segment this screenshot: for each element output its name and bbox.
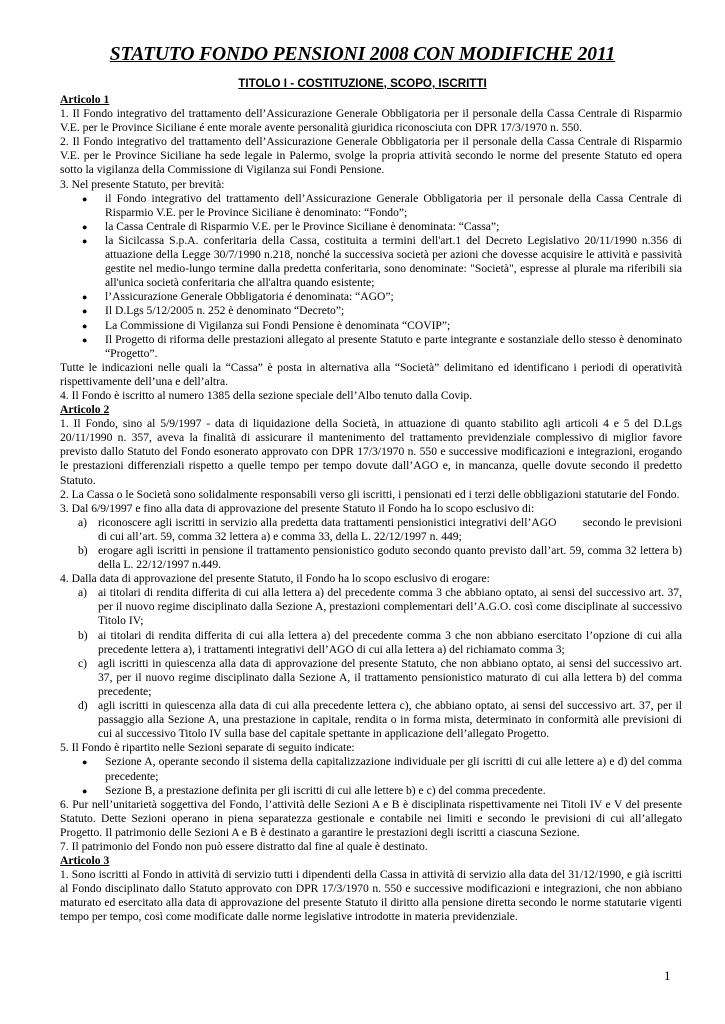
page-number: 1: [664, 968, 671, 983]
bullet-icon: ●: [82, 235, 88, 246]
articolo-2-comma-3-list: [60, 515, 685, 572]
bullet-icon: ●: [82, 193, 88, 204]
articolo-2-paragraph-3: 3. Dal 6/9/1997 e fino alla data di approvazione del presente Statuto il Fondo ha lo scopo esclusivo di:: [60, 501, 535, 515]
articolo-1-paragraph-4: 4. Il Fondo è iscritto al numero 1385 della sezione speciale dell’Albo tenuto dalla Covip.: [60, 388, 473, 402]
articolo-2-heading: Articolo 2: [60, 403, 110, 417]
articolo-2-paragraph-7: 7. Il patrimonio del Fondo non può essere distratto dal fine al quale è destinato.: [60, 839, 428, 853]
document-title: STATUTO FONDO PENSIONI 2008 CON MODIFICHE 2011: [109, 44, 616, 65]
articolo-2-comma-4-list: [60, 586, 682, 741]
list-item: ● Il D.Lgs 5/12/2005 n. 252 è denominato “Decreto”;: [82, 304, 345, 318]
bullet-icon: ●: [82, 785, 88, 796]
articolo-2-sections-list: [60, 755, 682, 797]
list-item: ● Sezione A, operante secondo il sistema della capitalizzazione individuale per gli iscritti di cui alle lettere a) e d) del comma precedente;: [82, 755, 682, 783]
list-item: b) erogare agli iscritti in pensione il trattamento pensionistico goduto secondo quanto previsto dall’art. 59, comma 32 lettera b) della L. 22/12/1997 n.449.: [78, 544, 682, 572]
bullet-icon: ●: [82, 292, 88, 303]
articolo-1-paragraph-1: 1. Il Fondo integrativo del trattamento dell’Assicurazione Generale Obbligatoria per il personale della Cassa Centrale di Risparmio V.E. per le Province Siciliane é ente morale avente personalità giuridica riconosciuta con DPR 17/3/1970 n. 550.: [60, 107, 682, 135]
bullet-icon: ●: [82, 757, 88, 768]
articolo-2-paragraph-6: 6. Pur nell’unitarietà soggettiva del Fondo, l’attività delle Sezioni A e B è disciplinata rispettivamente nei Titoli IV e V del presente Statuto. Dette Sezioni operano in piena separatezza gestionale e contabile nei limiti e secondo le previsioni di cui all’allegato Progetto. Il patrimonio delle Sezioni A e B è destinato a garantire le prestazioni degli iscritti a ciascuna Sezione.: [60, 797, 682, 839]
list-item: c) agli iscritti in quiescenza alla data di approvazione del presente Statuto, che non abbiano optato, ai sensi del successivo art. 37, per il nuovo regime disciplinato dalla Sezione A, il trattamento pensionistico maturato di cui alla lettera b) del comma precedente;: [78, 656, 682, 698]
articolo-3-heading: Articolo 3: [60, 854, 110, 868]
list-item: ● Il Progetto di riforma delle prestazioni allegato al presente Statuto e parte integrante e sostanziale dello stesso è denominato “Progetto”.: [82, 332, 682, 360]
articolo-1-paragraph-3: 3. Nel presente Statuto, per brevità:: [60, 177, 225, 191]
document-body: [60, 93, 685, 925]
list-item: ● il Fondo integrativo del trattamento dell’Assicurazione Generale Obbligatoria per il personale della Cassa Centrale di Risparmio V.E. per le Province Siciliane è denominato: “Fondo”;: [82, 191, 682, 219]
articolo-1-paragraph-2: 2. Il Fondo integrativo del trattamento dell’Assicurazione Generale Obbligatoria per il personale della Cassa Centrale di Risparmio V.E. per le Province Siciliane ha sede legale in Palermo, svolge la propria attività secondo le norme del presente Statuto ed opera sotto la vigilanza della Commissione di Vigilanza sui Fondi Pensione.: [60, 135, 682, 177]
list-item: b) ai titolari di rendita differita di cui alla lettera a) del precedente comma 3 che non abbiano esercitato l’opzione di cui alla precedente lettera a), i trattamenti integrativi dell’AGO di cui alla lettera a) del richiamato comma 3;: [78, 628, 682, 656]
bullet-icon: ●: [82, 334, 88, 345]
articolo-1-paragraph-3-note: Tutte le indicazioni nelle quali la “Cassa” è posta in alternativa alla “Società” delimitano ed identificano i periodi di operatività rispettivamente dell’una e dell’altra.: [60, 360, 682, 388]
list-item: ● Sezione B, a prestazione definita per gli iscritti di cui alle lettere b) e c) del comma precedente.: [82, 783, 546, 797]
bullet-icon: ●: [82, 320, 88, 331]
section-title: TITOLO I - COSTITUZIONE, SCOPO, ISCRITTI: [238, 77, 487, 90]
list-item: d) agli iscritti in quiescenza alla data di cui alla precedente lettera c), che abbiano optato, ai sensi del successivo art. 37, per il passaggio alla Sezione A, una prestazione in capitale, rendita o in forma mista, determinato in conformità alle previsioni di cui al successivo Titolo IV sulla base del capitale spettante in applicazione dell’allegato Progetto.: [78, 699, 682, 741]
list-item: ● la Sicilcassa S.p.A. conferitaria della Cassa, costituita a termini dell'art.1 del Decreto Legislativo 20/11/1990 n.356 di attuazione della Legge 30/7/1990 n.218, nonché la successiva società per azioni che dovesse acquisire le attività e passività gestite nel medio-lungo termine dalla predetta conferitaria, sono denominate: "Società", espresse al plurale ma riferibili sia all'unica società conferitaria che all'altra quando esistente;: [82, 233, 682, 290]
list-item: a) riconoscere agli iscritti in servizio alla predetta data trattamenti pensionistici integrativi dell’AGO secondo le previsioni di cui all’art. 59, comma 32 lettera a) e comma 33, della L. 22/12/1997 n. 449;: [78, 515, 685, 543]
articolo-3-paragraph-1: 1. Sono iscritti al Fondo in attività di servizio tutti i dipendenti della Cassa in attività di servizio alla data del 31/12/1990, e già iscritti al Fondo disciplinato dallo Statuto approvato con DPR 17/3/1970 n. 550 e successive modificazioni e integrazioni, che non abbiano maturato ed esercitato alla data di approvazione del presente Statuto il diritto alla pensione diretta secondo le norme statutarie vigenti tempo per tempo, così come modificate dalle norme legislative introdotte in materia previdenziale.: [60, 868, 682, 924]
articolo-1-heading: Articolo 1: [60, 93, 110, 106]
list-item: a) ai titolari di rendita differita di cui alla lettera a) del precedente comma 3 che abbiano optato, ai sensi del successivo art. 37, per il nuovo regime disciplinato dalla Sezione A, prestazioni complementari dell’A.G.O. così come disciplinate al successivo Titolo IV;: [78, 586, 682, 628]
list-item: ● l’Assicurazione Generale Obbligatoria é denominata: “AGO”;: [82, 290, 394, 304]
articolo-2-paragraph-4: 4. Dalla data di approvazione del presente Statuto, il Fondo ha lo scopo esclusivo di erogare:: [60, 572, 490, 586]
bullet-icon: ●: [82, 306, 88, 317]
articolo-2-paragraph-1: 1. Il Fondo, sino al 5/9/1997 - data di liquidazione della Società, in attuazione di quanto stabilito agli articoli 4 e 5 del D.Lgs 20/11/1990 n. 357, aveva la finalità di assicurare il mantenimento del trattamento previdenziale complessivo di miglior favore previsto dallo Statuto del Fondo esonerato approvato con DPR 17/3/1970 n. 550 e successive modificazioni e integrazioni, erogando le prestazioni differenziali rispetto a quelle tempo per tempo dovute dall’AGO e, in mancanza, quelle dovute secondo il predetto Statuto.: [60, 417, 682, 487]
list-item: ● La Commissione di Vigilanza sui Fondi Pensione è denominata “COVIP”;: [82, 318, 451, 332]
articolo-2-paragraph-2: 2. La Cassa o le Società sono solidalmente responsabili verso gli iscritti, i pensionati ed i terzi delle obbligazioni statutarie del Fondo.: [60, 487, 680, 501]
bullet-icon: ●: [82, 221, 88, 232]
articolo-1-definitions-list: [60, 192, 682, 361]
articolo-2-paragraph-5: 5. Il Fondo è ripartito nelle Sezioni separate di seguito indicate:: [60, 741, 355, 755]
list-item: ● la Cassa Centrale di Risparmio V.E. per le Province Siciliane è denominata: “Cassa”;: [82, 219, 500, 233]
